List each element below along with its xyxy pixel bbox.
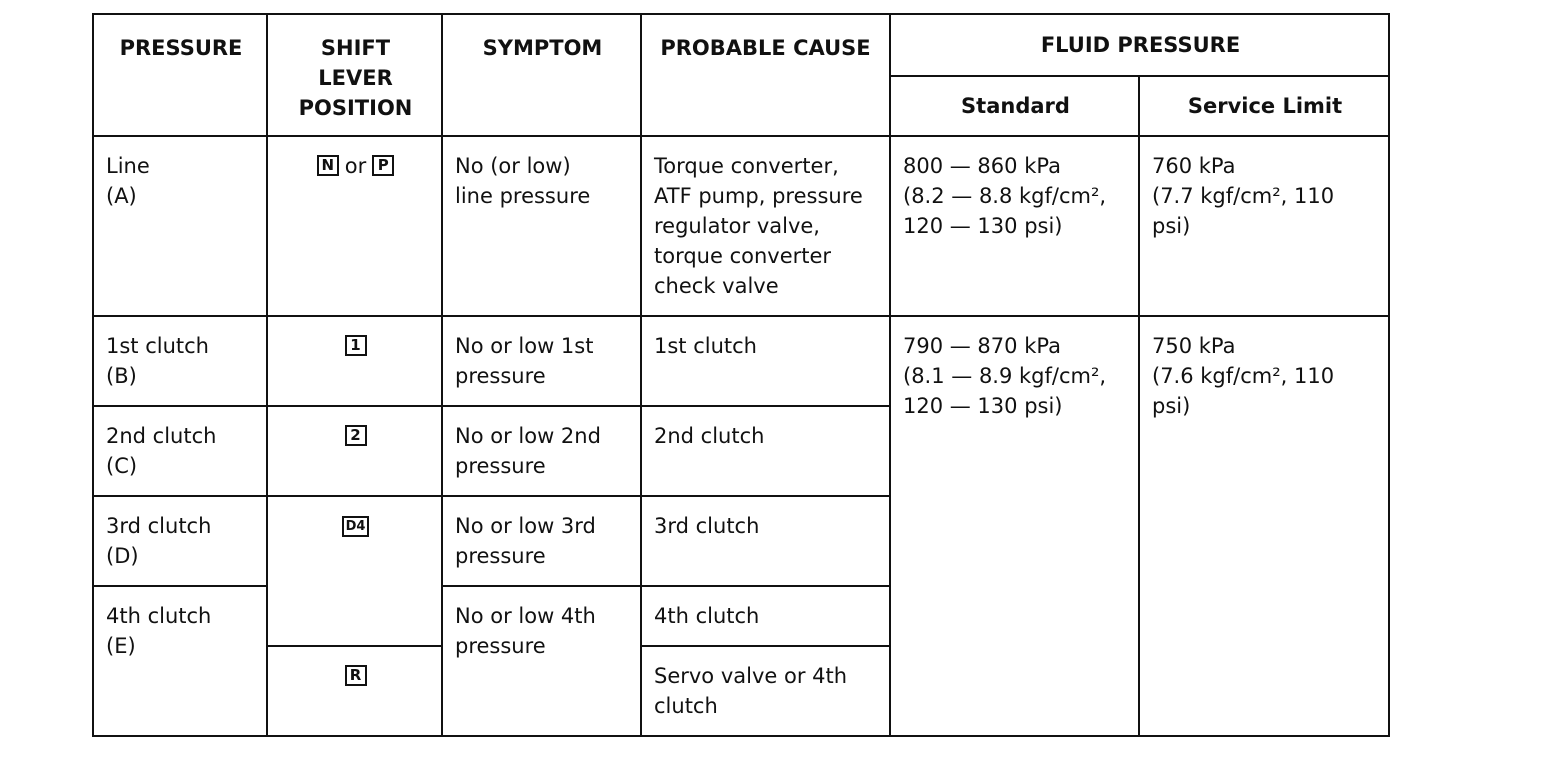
- clutch-service-limit-value: 750 kPa (7.6 kgf/cm², 110 psi): [1152, 334, 1335, 418]
- third-clutch-symptom-cell: [442, 496, 641, 586]
- clutch-standard-cell: [890, 316, 1139, 736]
- first-clutch-cause-text: 1st clutch: [654, 334, 757, 358]
- first-clutch-pressure-cell: [93, 316, 267, 406]
- header-pressure: [93, 14, 267, 136]
- second-clutch-pressure-label: 2nd clutch (C): [106, 424, 217, 478]
- first-clutch-symptom-cell: [442, 316, 641, 406]
- first-clutch-pressure-label: 1st clutch (B): [106, 334, 209, 388]
- clutch-service-limit-cell: [1139, 316, 1389, 736]
- shift-key-2-icon: 2: [345, 425, 367, 446]
- third-clutch-pressure-label: 3rd clutch (D): [106, 514, 212, 568]
- shift-key-d4-icon: D4: [342, 516, 370, 537]
- shift-key-n-icon: N: [317, 155, 339, 176]
- line-cause-text: Torque converter, ATF pump, pressure regulator valve, torque converter check valve: [654, 154, 863, 298]
- line-standard-value: 800 — 860 kPa (8.2 — 8.8 kgf/cm², 120 — 130 psi): [903, 154, 1107, 238]
- header-standard: [890, 76, 1139, 136]
- first-clutch-shift-position-cell: [267, 316, 442, 406]
- header-probable-cause: [641, 14, 890, 136]
- fluid-pressure-table: [92, 13, 1390, 737]
- servo-cause-cell: [641, 646, 890, 736]
- header-pressure-label: PRESSURE: [119, 36, 243, 60]
- shift-key-p-icon: P: [372, 155, 394, 176]
- header-standard-label: Standard: [961, 94, 1070, 118]
- first-clutch-cause-cell: [641, 316, 890, 406]
- line-standard-cell: [890, 136, 1139, 316]
- shift-key-r-icon: R: [345, 665, 367, 686]
- reverse-shift-position-cell: [267, 646, 442, 736]
- line-cause-cell: [641, 136, 890, 316]
- shift-key-1-icon: 1: [345, 335, 367, 356]
- second-clutch-shift-position-cell: [267, 406, 442, 496]
- third-fourth-clutch-shift-position-cell: [267, 496, 442, 646]
- fourth-clutch-symptom-cell: [442, 586, 641, 736]
- header-symptom-label: SYMPTOM: [482, 36, 603, 60]
- third-clutch-symptom-text: No or low 3rd pressure: [455, 514, 596, 568]
- fourth-clutch-pressure-label: 4th clutch (E): [106, 604, 212, 658]
- first-clutch-symptom-text: No or low 1st pressure: [455, 334, 594, 388]
- header-probable-cause-label: PROBABLE CAUSE: [660, 36, 871, 60]
- table-row: [93, 316, 1389, 406]
- header-fluid-pressure: [890, 14, 1389, 76]
- fourth-clutch-cause-cell: [641, 586, 890, 646]
- line-symptom-text: No (or low) line pressure: [455, 154, 591, 208]
- second-clutch-cause-cell: [641, 406, 890, 496]
- line-service-limit-cell: [1139, 136, 1389, 316]
- header-fluid-pressure-label: FLUID PRESSURE: [1040, 33, 1241, 57]
- line-shift-position-cell: [267, 136, 442, 316]
- second-clutch-symptom-cell: [442, 406, 641, 496]
- third-clutch-cause-cell: [641, 496, 890, 586]
- table-row: [93, 136, 1389, 316]
- line-service-limit-value: 760 kPa (7.7 kgf/cm², 110 psi): [1152, 154, 1335, 238]
- header-service-limit: [1139, 76, 1389, 136]
- fourth-clutch-cause-text: 4th clutch: [654, 604, 760, 628]
- third-clutch-pressure-cell: [93, 496, 267, 586]
- servo-cause-text: Servo valve or 4th clutch: [654, 664, 848, 718]
- line-symptom-cell: [442, 136, 641, 316]
- shift-position-or-text: or: [344, 154, 367, 178]
- third-clutch-cause-text: 3rd clutch: [654, 514, 760, 538]
- header-service-limit-label: Service Limit: [1187, 94, 1343, 118]
- fourth-clutch-pressure-cell: [93, 586, 267, 736]
- clutch-standard-value: 790 — 870 kPa (8.1 — 8.9 kgf/cm², 120 — 130 psi): [903, 334, 1107, 418]
- line-pressure-cell: [93, 136, 267, 316]
- line-pressure-label: Line (A): [106, 154, 150, 208]
- second-clutch-symptom-text: No or low 2nd pressure: [455, 424, 601, 478]
- header-shift-lever-position: [267, 14, 442, 136]
- fourth-clutch-symptom-text: No or low 4th pressure: [455, 604, 596, 658]
- header-shift-lever-position-label: SHIFT LEVER POSITION: [298, 36, 413, 120]
- second-clutch-cause-text: 2nd clutch: [654, 424, 765, 448]
- header-symptom: [442, 14, 641, 136]
- second-clutch-pressure-cell: [93, 406, 267, 496]
